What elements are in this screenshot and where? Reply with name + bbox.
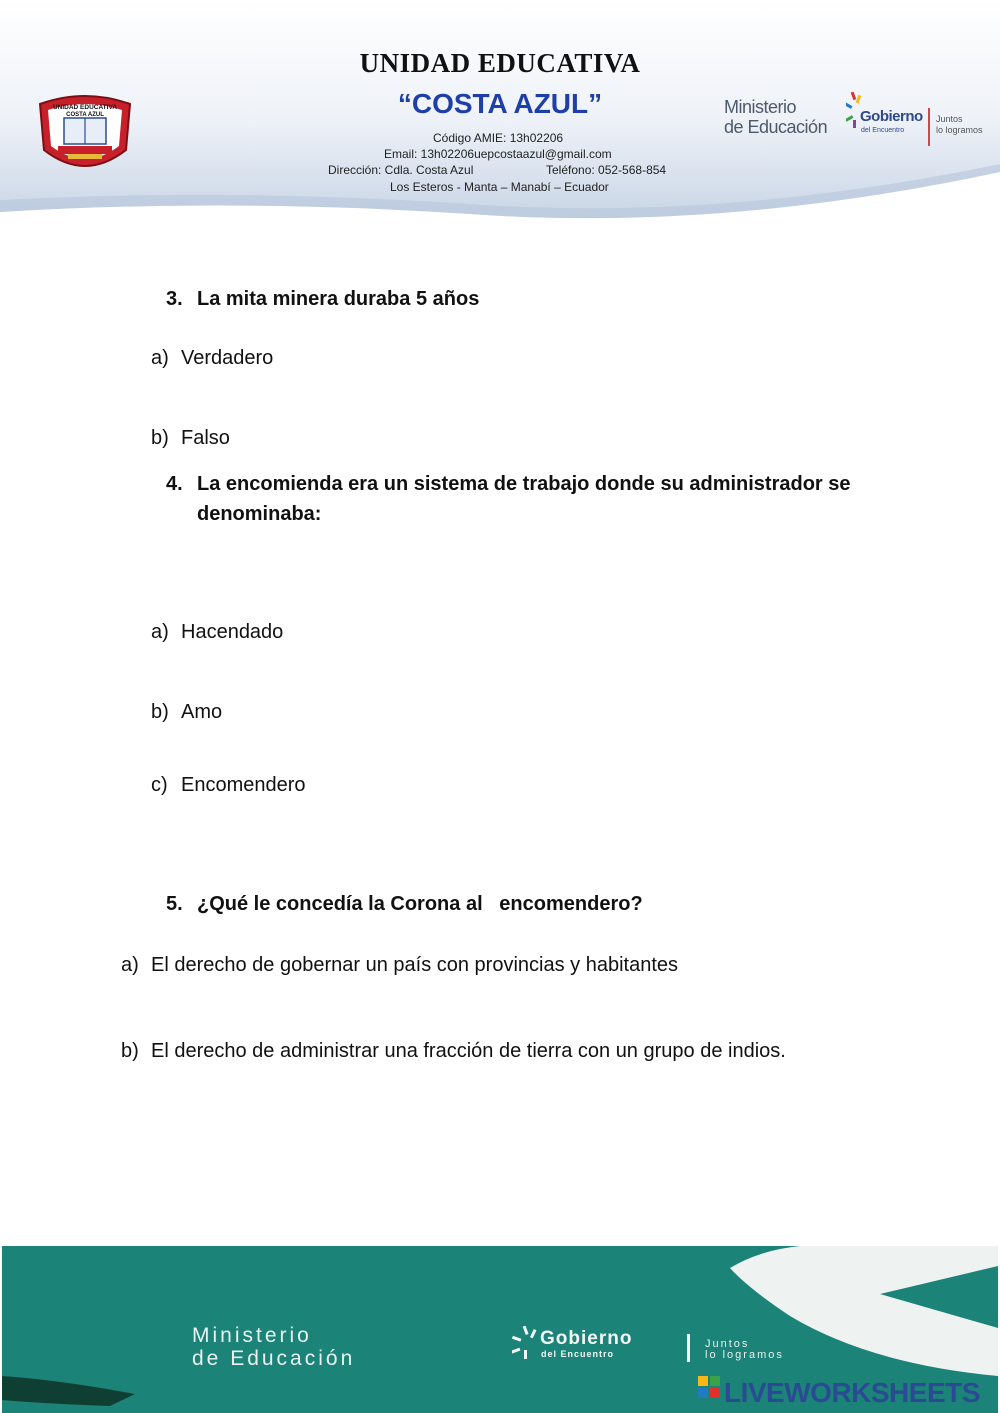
option-letter: b) bbox=[151, 427, 169, 449]
question-text: La encomienda era un sistema de trabajo donde su administrador se denominaba: bbox=[197, 473, 851, 525]
option-text: El derecho de gobernar un país con provincias y habitantes bbox=[151, 954, 679, 976]
juntos-line1: Juntos bbox=[705, 1338, 750, 1350]
page-footer bbox=[0, 1246, 1000, 1413]
option-letter: a) bbox=[151, 347, 169, 369]
amie-code: Código AMIE: 13h02206 bbox=[433, 131, 564, 145]
gobierno-sublabel: del Encuentro bbox=[541, 1349, 615, 1359]
school-location: Los Esteros - Manta – Manabí – Ecuador bbox=[390, 180, 609, 194]
school-name: UNIDAD EDUCATIVA bbox=[359, 48, 641, 78]
header-logo-divider bbox=[928, 108, 930, 146]
question-text: ¿Qué le concedía la Corona al encomendero? bbox=[197, 893, 643, 915]
option-letter: b) bbox=[121, 1040, 139, 1062]
question-3-option-b[interactable] bbox=[151, 427, 230, 450]
liveworksheets-icon bbox=[698, 1376, 720, 1398]
question-5-option-b[interactable] bbox=[121, 1040, 786, 1063]
question-number: 3. bbox=[166, 288, 183, 310]
gobierno-label: Gobierno bbox=[540, 1328, 633, 1349]
juntos-slogan-header bbox=[936, 114, 983, 136]
option-text: Verdadero bbox=[181, 347, 274, 369]
option-text: Amo bbox=[181, 701, 223, 723]
question-3-title bbox=[166, 284, 926, 314]
option-text: Falso bbox=[181, 427, 230, 449]
option-text: Encomendero bbox=[181, 774, 306, 796]
ministry-line2: de Educación bbox=[192, 1347, 356, 1370]
question-4-title bbox=[166, 469, 926, 529]
option-letter: b) bbox=[151, 701, 169, 723]
gobierno-sublabel: del Encuentro bbox=[861, 127, 905, 134]
option-letter: c) bbox=[151, 774, 168, 796]
school-subname: “COSTA AZUL” bbox=[397, 88, 603, 119]
juntos-line1: Juntos bbox=[936, 114, 963, 124]
liveworksheets-label: LIVEWORKSHEETS bbox=[724, 1377, 980, 1408]
option-text: El derecho de administrar una fracción de tierra con un grupo de indios. bbox=[151, 1040, 786, 1062]
school-phone: Teléfono: 052-568-854 bbox=[546, 163, 667, 177]
juntos-slogan-footer bbox=[705, 1339, 784, 1361]
question-4-option-b[interactable] bbox=[151, 701, 222, 724]
question-5-option-a[interactable] bbox=[121, 954, 678, 977]
page-header bbox=[0, 0, 1000, 225]
juntos-line2: lo logramos bbox=[936, 125, 983, 135]
question-number: 4. bbox=[166, 473, 183, 495]
svg-text:COSTA AZUL: COSTA AZUL bbox=[66, 112, 104, 118]
footer-logo-divider bbox=[687, 1334, 690, 1362]
school-address: Dirección: Cdla. Costa Azul bbox=[328, 163, 474, 177]
question-4-option-a[interactable] bbox=[151, 621, 283, 644]
question-3-option-a[interactable] bbox=[151, 347, 273, 370]
ministry-logo-footer bbox=[192, 1324, 355, 1370]
question-number: 5. bbox=[166, 893, 183, 915]
ministry-logo-header bbox=[724, 97, 827, 137]
question-4-option-c[interactable] bbox=[151, 774, 306, 797]
school-email: Email: 13h02206uepcostaazul@gmail.com bbox=[384, 147, 612, 161]
option-text: Hacendado bbox=[181, 621, 284, 643]
question-5-title bbox=[166, 889, 926, 919]
gobierno-label: Gobierno bbox=[860, 108, 923, 125]
svg-text:UNIDAD EDUCATIVA: UNIDAD EDUCATIVA bbox=[52, 104, 118, 111]
ministry-line2: de Educación bbox=[724, 117, 828, 137]
option-letter: a) bbox=[121, 954, 139, 976]
question-text: La mita minera duraba 5 años bbox=[197, 288, 480, 310]
option-letter: a) bbox=[151, 621, 169, 643]
ministry-line1: Ministerio bbox=[724, 97, 797, 117]
juntos-line2: lo logramos bbox=[705, 1349, 784, 1361]
ministry-line1: Ministerio bbox=[192, 1324, 312, 1347]
gobierno-star-icon bbox=[512, 1326, 542, 1360]
